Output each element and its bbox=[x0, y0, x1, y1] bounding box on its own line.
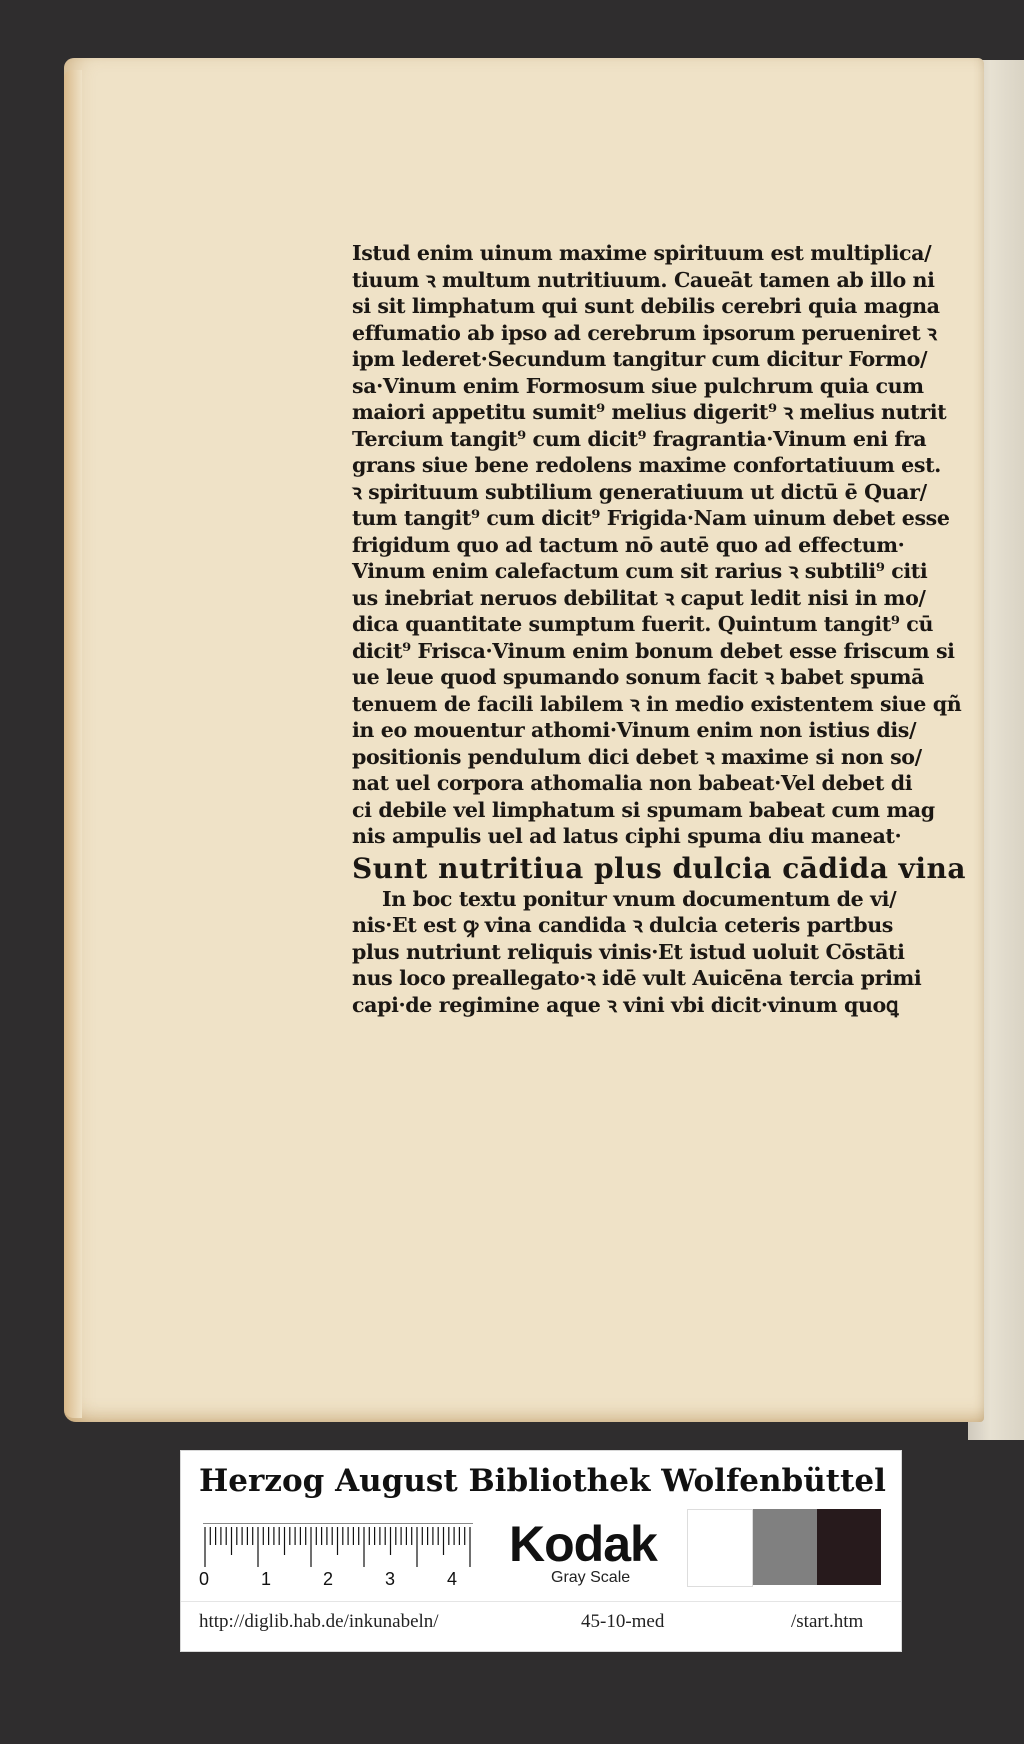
black-swatch bbox=[817, 1509, 881, 1585]
text-line: Vinum enim calefactum cum sit rarius ꝛ subtili⁹ citi bbox=[352, 559, 928, 583]
text-line: nis ampulis uel ad latus ciphi spuma diu maneat· bbox=[352, 824, 902, 848]
page-gutter-shadow bbox=[64, 70, 82, 1418]
url-id: 45-10-med bbox=[581, 1611, 665, 1632]
text-line: in eo mouentur athomi·Vinum enim non istius dis/ bbox=[352, 718, 917, 742]
text-line: si sit limphatum qui sunt debilis cerebri quia magna bbox=[352, 294, 940, 318]
text-line: nis·Et est ꝙ vina candida ꝛ dulcia ceteris partbus bbox=[352, 913, 893, 937]
ruler-number: 0 bbox=[199, 1569, 210, 1589]
text-line: us inebriat neruos debilitat ꝛ caput ledit nisi in mo/ bbox=[352, 585, 926, 610]
background-gap bbox=[968, 0, 1024, 60]
ruler-number: 2 bbox=[323, 1569, 334, 1589]
ruler-scale bbox=[203, 1523, 473, 1571]
text-line: ipm lederet·Secundum tangitur cum dicitur Formo/ bbox=[352, 347, 928, 371]
url-base: http://diglib.hab.de/inkunabeln/ bbox=[199, 1611, 439, 1632]
text-line: ue leue quod spumando sonum facit ꝛ babet spumā bbox=[352, 665, 925, 689]
color-target-card bbox=[180, 1450, 902, 1652]
text-line: tum tangit⁹ cum dicit⁹ Frigida·Nam uinum debet esse bbox=[352, 506, 950, 530]
library-title: Herzog August Bibliothek Wolfenbüttel bbox=[199, 1463, 886, 1499]
ruler-number: 3 bbox=[385, 1569, 396, 1589]
ruler-number: 1 bbox=[261, 1569, 272, 1589]
text-line: In boc textu ponitur vnum documentum de vi/ bbox=[382, 886, 897, 911]
text-line: grans siue bene redolens maxime confortatiuum est. bbox=[352, 453, 941, 477]
text-line: effumatio ab ipso ad cerebrum ipsorum perueniret ꝛ bbox=[352, 320, 937, 345]
text-line: capi·de regimine aque ꝛ vini vbi dicit·vinum quoꝗ bbox=[352, 992, 899, 1017]
gray-swatch bbox=[753, 1509, 817, 1585]
card-divider bbox=[181, 1601, 901, 1602]
white-swatch bbox=[687, 1509, 753, 1587]
text-line: frigidum quo ad tactum nō autē quo ad effectum· bbox=[352, 532, 905, 557]
kodak-logo: Kodak bbox=[509, 1516, 657, 1572]
section-heading: Sunt nutritiua plus dulcia cādida vina bbox=[352, 851, 966, 885]
text-block bbox=[352, 240, 966, 1018]
text-line: nus loco preallegato·ꝛ idē vult Auicēna tercia primi bbox=[352, 966, 922, 990]
text-line: dica quantitate sumptum fuerit. Quintum tangit⁹ cū bbox=[352, 612, 934, 636]
text-line: ci debile vel limphatum si spumam babeat cum mag bbox=[352, 797, 935, 822]
text-line: sa·Vinum enim Formosum siue pulchrum quia cum bbox=[352, 373, 924, 398]
ruler-numbers bbox=[199, 1569, 489, 1595]
text-line: maiori appetitu sumit⁹ melius digerit⁹ ꝛ melius nutrit bbox=[352, 400, 947, 424]
ruler-number: 4 bbox=[447, 1569, 458, 1589]
gray-scale-label: Gray Scale bbox=[551, 1569, 631, 1586]
text-line: tenuem de facili labilem ꝛ in medio existentem siue qñ bbox=[352, 691, 962, 716]
url-end: /start.htm bbox=[791, 1611, 864, 1632]
text-line: ꝛ spirituum subtilium generatiuum ut dictū ē Quar/ bbox=[352, 479, 927, 504]
text-line: Tercium tangit⁹ cum dicit⁹ fragrantia·Vinum eni fra bbox=[352, 426, 927, 451]
text-line: positionis pendulum dici debet ꝛ maxime si non so/ bbox=[352, 744, 922, 769]
text-line: dicit⁹ Frisca·Vinum enim bonum debet esse friscum si bbox=[352, 638, 955, 663]
text-line: nat uel corpora athomalia non babeat·Vel debet di bbox=[352, 771, 913, 795]
text-line: Istud enim uinum maxime spirituum est multiplica/ bbox=[352, 241, 932, 265]
text-line: tiuum ꝛ multum nutritiuum. Caueāt tamen ab illo ni bbox=[352, 267, 935, 292]
text-line: plus nutriunt reliquis vinis·Et istud uoluit Cōstāti bbox=[352, 939, 905, 964]
